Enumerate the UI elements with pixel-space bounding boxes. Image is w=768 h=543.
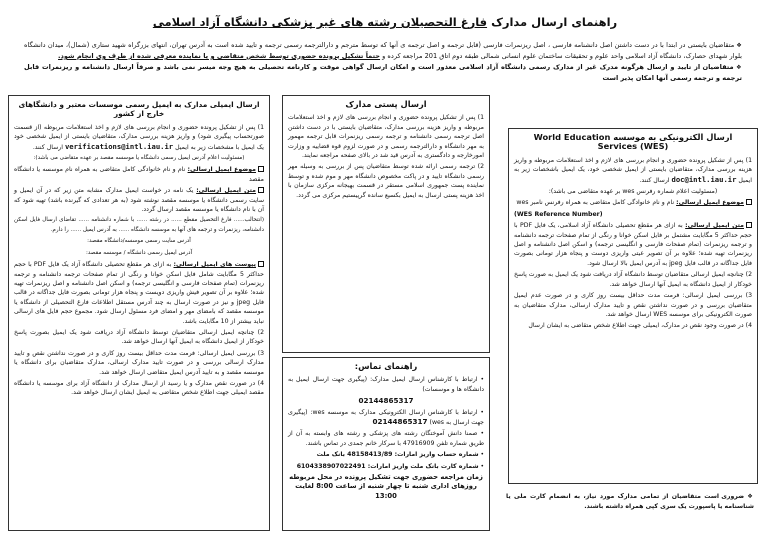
wes-reference-number: (WES Reference Number) bbox=[514, 210, 603, 218]
email-subject: موضوع ایمیل ارسالی: نام و نام خانوادگی کامل متقاضی به همراه نام موسسه یا دانشگاه مقصد bbox=[14, 166, 264, 183]
email-step-2: 2) چنانچه ایمیل ارسالی متقاضیان توسط دانشگاه آزاد دریافت شود یک ایمیل بصورت پاسخ خودکار از ایمیل دانشگاه به ایمیل آنها ارسال خواهد شد. bbox=[14, 328, 264, 346]
wes-step-1: 1) پس از تشکیل پرونده حضوری و انجام بررسی های لازم و اخذ استعلامات مربوطه و واریز هزینه بررسی مدارک، متقاضیان بایستی از ایمیل شخصی خود، یک ایمیل باشخصات زیر به ایمیل doc@intl.iau.ir ارسال کنند. bbox=[514, 156, 752, 184]
wes-email-link[interactable]: doc@intl.iau.ir bbox=[671, 174, 737, 184]
wes-note: (مسئولیت اعلام شماره رفرنس wes بر عهده متقاضی می باشد): bbox=[548, 188, 718, 196]
letter-template: (انتحالب...... فارغ التحصیل مقطع ...... در رشته ...... با شماره دانشنامه ...... تقاضای ارسال فایل اسکن دانشنامه، ریزنمرات و ترجمه های آنها به موسسه دانشگاه ...... به آدرس ایمیل ...... را دارم. bbox=[14, 217, 264, 233]
bullet-icon: ❖ bbox=[744, 493, 755, 500]
email-institutions-heading: ارسال ایمیلی مدارک به ایمیل رسمی موسسات معتبر و دانشگاهای خارج از کشور bbox=[18, 100, 260, 119]
contact-item-3: • صمنا دانش آموختگان رشته های پزشکی و رشته های وابسته به آن از طریق شماره تلفن 47916909 با سرکار خانم جمدی در تماس باشند. bbox=[288, 430, 484, 447]
title-emphasis: فارغ التحصیلان رشته های غیر پزشکی دانشگاه آزاد اسلامی bbox=[152, 15, 488, 29]
contact-item-5: • شماره کارت بانک ملت واریز امارات: 6104338907022491 bbox=[296, 462, 484, 470]
contact-phone-2[interactable]: 02144865317 bbox=[372, 417, 428, 427]
wes-step-3: 3) بررسی ایمیل ارسالی: فرمت مدت حداقل بیست روز کاری و در صورت عدم ایمیل متقاضیان بررسی و در صورت نداشتن نقص و تایید مدارک ارسالی، مدارک متقاضیان به صورت الکترونیکی برای موسسه WES ارسال خواهد شد. bbox=[514, 292, 752, 318]
intro-bullet-1: ❖ متقاضیان بایستی در ابتدا با در دست داشتن اصل دانشنامه فارسی ، اصل ریزنمرات فارسی (قابل ترجمه و اصل ترجمه ی آنها که توسط مترجم و دارالترجمه رسمی ترجمه و تایید شده است به آدرس تهران، انتهای بزرگراه شهید ستاری (شمال)، میدان دانشگاه بلوار شهدای حصارک، دانشگاه آزاد اسلامی واحد علوم و تحقیقات ساختمان علوم انسانی شمالی طبقه دوم اتاق 201 مراجعه کرده و حتماً تشکیل پرونده حضوری توسط شخص متقاضی و یا نماینده معرفی شده از طرف وی انجام شود. bbox=[24, 41, 742, 60]
bullet-icon: • bbox=[477, 376, 485, 384]
bullet-icon: • bbox=[477, 408, 484, 416]
wes-body: متن ایمیل ارسالی: به ازای هر مقطع تحصیلی دانشگاه آزاد اسلامی، یک فایل PDF با حجم حداکثر 5 مگابایت مشتمل بر فایل اسکن خوانا و رنگی از تمام صفحات ترجمه دانشنامه و ترجمه ریزنمرات (تمام صفحات فارسی و انگلیسی ترجمه) و اسکن اصل دانشنامه و اصل ریزنمرات تهیه شده؛ علاوه بر آن تصویر عیتی واریزی دوست و پنجاه هزار تومانی بصورت فایل جداگانه در قالب فایل jpeg به آدرس ایمیل بالا ارسال شود. bbox=[514, 222, 752, 267]
checkbox-icon bbox=[258, 261, 264, 267]
bullet-icon: • bbox=[477, 430, 484, 438]
contact-item-1: • ارتباط با کارشناس ارسال ایمیل مدارک: (پیگیری جهت ارسال ایمیل به دانشگاه ها و موسسات) bbox=[288, 376, 485, 393]
email-body: متن ایمیل ارسالی: یک نامه در خواست ایمیل مدارک مشابه متن زیر که در آن ایمیل و سایت رسمی دانشگاه یا موسسه مقصد نوشته شود (به هر تعدادی که گیرنده باشد) تهیه شود که آن با نام دانشگاه یا موسسه مقصد ارسال گردد. bbox=[14, 187, 264, 214]
mail-heading: ارسال پستی مدارک bbox=[345, 99, 427, 109]
bullet-icon: ❖ bbox=[733, 64, 742, 71]
email-step-3: 3) بررسی ایمیل ارسالی: فرمت مدت حداقل بیست روز کاری و در صورت نداشتن نقص و تایید مدارک ارسالی بررسی و در صورت تایید مدارک ارسالی، مدارک متقاضیان برای دانشگاه یا موسسه مقصد و به تایید آدرس ایمیل متقاضی ارسال خواهد شد. bbox=[14, 349, 264, 376]
wes-subject: موضوع ایمیل ارسالی: نام و نام خانوادگی کامل متقاضی به همراه رفرنس نامبر wes bbox=[514, 198, 752, 207]
wes-heading: ارسال الکترونیکی به موسسه World Education Services (WES) bbox=[533, 132, 733, 152]
contact-item-2: • ارتباط با کارشناس ارسال الکترونیکی مدارک به موسسه wes: (پیگیری جهت ارسال به wes) 02144865317 bbox=[288, 408, 484, 427]
bullet-icon: ❖ bbox=[734, 42, 742, 49]
checkbox-icon bbox=[258, 166, 264, 172]
page-title bbox=[140, 14, 630, 30]
letter-site: آدرس سایت رسمی موسسه/دانشگاه مقصد: bbox=[87, 238, 191, 245]
intro-bullet-2: ❖ متقاضیان از تایید و ارسال هرگونه مدرک غیر از مدارک رسمی دانشگاه آزاد اسلامی معذور است و امکان ارسال گواهی موقت و کارنامه تحصیلی به هیچ وجه میسر نمی باشد و صرفاً ارسال دانشنامه و ریزنمرات قابل ترجمه و ترجمه رسمی آنها امکان پذیر است bbox=[24, 63, 742, 82]
title-prefix: راهنمای ارسال مدارک bbox=[487, 15, 618, 29]
wes-section bbox=[508, 128, 758, 484]
checkbox-icon bbox=[746, 199, 752, 205]
contact-phone-1[interactable]: 02144865317 bbox=[358, 396, 414, 406]
checkbox-icon bbox=[746, 222, 752, 228]
verifications-email-link[interactable]: verifications@intl.iau.ir bbox=[64, 141, 174, 151]
email-step-1: 1) پس از تشکیل پرونده حضوری و انجام بررسی های لازم و اخذ استعلامات مربوطه (از قسمت صورتحساب پیگیری شود) و واریز هزینه بررسی مدارک، متقاضیان بایستی از ایمیل شخصی خود یک ایمیل با مشخصات زیر به ایمیل verifications@intl.iau.ir ارسال کنند. bbox=[14, 123, 264, 151]
footnote: ❖ ضروری است متقاضیان از تمامی مدارک مورد نیاز، به انضمام کارت ملی یا شناسنامه یا پاسپورت یک سری کپی همراه داشته باشند. bbox=[506, 493, 755, 510]
checkbox-icon bbox=[258, 187, 264, 193]
bullet-icon: • bbox=[478, 451, 484, 459]
email-step-4: 4) در صورت نقص مدارک و یا رسید از ارسال مدارک از دانشگاه آزاد برای موسسه یا دانشگاه مقصد ایمیلی جهت اطلاع شخص متقاضی به ایمیل ایشان ارسال خواهد شد. bbox=[14, 379, 264, 397]
office-hours: زمان مراجعه حضوری جهت تشکیل پرونده در محل مربوطه روزهای اداری شنبه تا چهار شنبه از ساعت 8:00 لغایت 13:00 bbox=[289, 473, 483, 500]
intro-bullets bbox=[24, 40, 742, 84]
wes-step-2: 2) چنانچه ایمیل ارسالی متقاضیان توسط دانشگاه آزاد دریافت شود یک ایمیل به صورت پاسخ خودکار از ایمیل دانشگاه به ایمیل آنها ارسال خواهد شد. bbox=[514, 271, 752, 288]
contact-heading: راهنمای تماس: bbox=[354, 361, 418, 371]
letter-email: آدرس ایمیل رسمی دانشگاه / موسسه مقصد: bbox=[85, 249, 193, 256]
bullet-icon: • bbox=[478, 462, 484, 470]
contact-section bbox=[282, 357, 490, 531]
mail-step-2: 2) ترجمه رسمی ارائه شده توسط متقاضیان پس از بررسی به وسیله مهر رسمی دانشگاه تایید و در پاکت مخصوص دانشگاه مهر و موم شده و توسط نماینده پست جمهوری اسلامی مستقر در قسمت بهیجانه مرکزی سازمان با اخذ هزینه پستی ارسال به ایمیل بکسیع سانده گرپیستیم مرکزی می گردد. bbox=[288, 163, 484, 199]
wes-step-4: 4) در صورت وجود نقص در مدارک، ایمیلی جهت اطلاع شخص متقاضی به ایشان ارسال bbox=[528, 322, 752, 330]
mail-section bbox=[282, 95, 490, 353]
email-note: (مسئولیت اعلام آدرس ایمیل رسمی دانشگاه یا موسسه مقصد بر عهده متقاضی می باشد): bbox=[33, 155, 245, 162]
email-institutions-section bbox=[8, 95, 270, 531]
contact-item-4: • شماره حساب واریز امارات: 48158413/89 بانک ملت bbox=[316, 451, 484, 459]
mail-step-1: 1) پس از تشکیل پرونده حضوری و انجام بررسی های لازم و اخذ استعلامات مربوطه و واریز هزینه بررسی مدارک، متقاضیان بایستی با در دست داشتن اصل ترجمه رسمی دانشنامه و ترجمه رسمی ریزنمرات قابل ترجمه مهمور به مهر دانشگاه و دارالترجمه رسمی و در صورت لزوم قوه قضاییه و وزارت امورخارجه و دادگستری به آدرس قید شد در بالای صفحه مراجعه نمایند. bbox=[288, 114, 484, 160]
email-attachments: پیوست های ایمیل ارسالی: به ازای هر مقطع تحصیلی دانشگاه آزاد یک فایل PDF با حجم حداکثر 5 مگابایت شامل فایل اسکن خوانا و رنگی از تمام صفحات ترجمه دانشنامه و ترجمه ریزنمرات (تمام صفحات فارسی و انگلیسی ترجمه) و اسکن اصل دانشنامه و اصل ریزنمرات تهیه شده؛ علاوه بر آن تصویر فیش واریزی دویست و پنجاه هزار تومانی بصورت فایل جداگانه در قالب فایل jpeg و نیز در صورت ارسال به چند آدرس مستقل اطلاعات فارغ التحصیلی از دانشگاه یا موسسه مقصد که بامضای مهر و امضای فرد مسئول ارسال شود. مجموع حجم فایل های ارسالی نباید بیشتر از 10 مگابایت باشد. bbox=[14, 261, 265, 325]
